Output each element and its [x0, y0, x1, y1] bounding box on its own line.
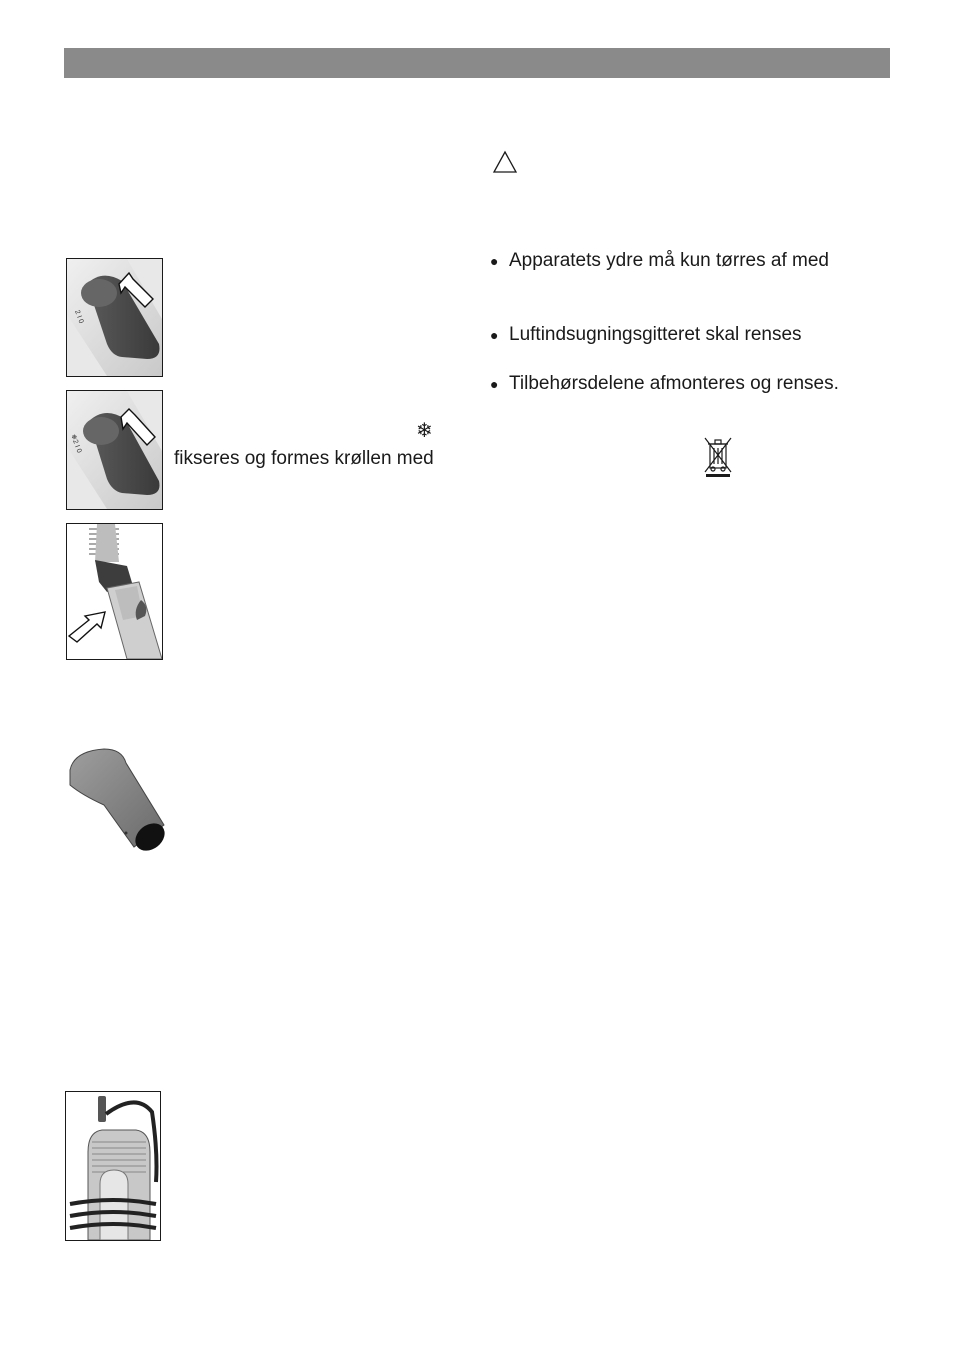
switch-illustration-2	[66, 390, 163, 510]
attachment-release-illustration	[66, 523, 163, 660]
bullet-icon: ●	[490, 327, 499, 343]
warning-triangle-icon	[492, 150, 518, 174]
bullet-icon: ●	[490, 253, 499, 269]
bullet-icon: ●	[490, 376, 499, 392]
bullet-item	[490, 373, 839, 395]
caption-cold-setting: fikseres og formes krøllen med	[174, 448, 434, 469]
bullet-item	[490, 250, 829, 272]
switch-illustration-1	[66, 258, 163, 377]
bullet-text: Luftindsugningsgitteret skal renses	[509, 324, 802, 345]
snowflake-icon: ❄	[416, 420, 433, 442]
nozzle-attachment-illustration	[64, 745, 169, 855]
svg-text:2 I 0: 2 I 0	[73, 309, 85, 325]
bullet-item	[490, 324, 802, 346]
bullet-text: Tilbehørsdelene afmonteres og renses.	[509, 373, 839, 394]
section-header-bar	[64, 48, 890, 78]
svg-text:❄2 I 0: ❄2 I 0	[69, 433, 83, 455]
bullet-text: Apparatets ydre må kun tørres af med	[509, 250, 829, 271]
cord-storage-illustration	[65, 1091, 161, 1241]
crossed-out-wheelie-bin-icon	[702, 436, 734, 478]
